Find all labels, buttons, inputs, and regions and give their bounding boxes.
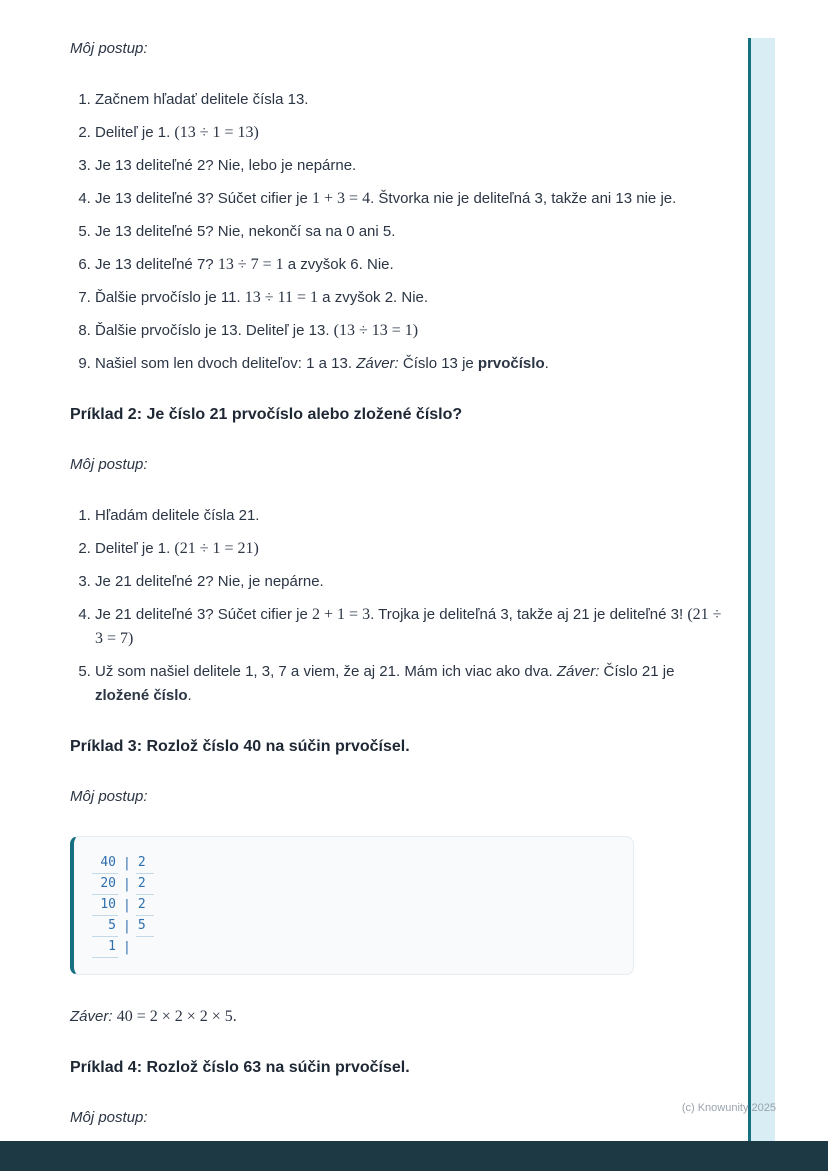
math-expression: (13 ÷ 13 = 1) (333, 322, 419, 339)
footer-credit: (c) Knowunity 2025 (681, 1102, 776, 1114)
step-text: Je 13 deliteľné 7? (95, 256, 218, 273)
step-text: Je 13 deliteľné 3? Súčet cifier je (95, 190, 313, 207)
step-text: . Štvorka nie je deliteľná 3, takže ani 13 nie je. (370, 190, 677, 207)
factor-prime: 2 (136, 853, 154, 874)
list-item (95, 537, 732, 561)
step-text: Našiel som len dvoch deliteľov: 1 a 13. (95, 355, 357, 372)
factor-dividend: 10 (92, 895, 118, 916)
factor-prime: 2 (136, 895, 154, 916)
step-text: a zvyšok 2. Nie. (318, 289, 429, 306)
math-expression: 1 + 3 = 4 (312, 190, 371, 207)
math-expression: 13 ÷ 11 = 1 (244, 289, 319, 306)
steps-list-number-13 (70, 88, 732, 376)
step-text: Hľadám delitele čísla 21. (95, 507, 260, 524)
prime-factorization-code-block (70, 836, 634, 975)
page-bottom-bar (0, 1141, 828, 1171)
zaver-label: Záver: (356, 355, 399, 372)
step-text: Je 13 deliteľné 5? Nie, nekončí sa na 0 ani 5. (95, 223, 396, 240)
factor-row (92, 895, 615, 916)
math-expression: (13 ÷ 1 = 13) (174, 124, 259, 141)
list-item (95, 660, 732, 708)
zaver-label: Záver: (70, 1008, 113, 1025)
moj-postup-label-4: Môj postup: (70, 1109, 148, 1126)
document-content (70, 38, 732, 1157)
factor-row (92, 916, 615, 937)
step-text: . (544, 355, 549, 372)
list-item (95, 187, 732, 211)
math-expression: 40 = 2 × 2 × 2 × 5. (116, 1008, 237, 1025)
math-expression: 13 ÷ 7 = 1 (217, 256, 284, 273)
math-expression: (21 ÷ 1 = 21) (174, 540, 259, 557)
moj-postup-label-2: Môj postup: (70, 456, 148, 473)
heading-priklad-2: Príklad 2: Je číslo 21 prvočíslo alebo zložené číslo? (70, 406, 463, 423)
list-item (95, 88, 732, 112)
step-text: Už som našiel delitele 1, 3, 7 a viem, že aj 21. Mám ich viac ako dva. (95, 663, 557, 680)
factor-prime: 5 (136, 916, 154, 937)
factor-dividend: 1 (92, 937, 118, 958)
factor-divider-bar: | (123, 940, 131, 955)
factor-divider-bar: | (123, 919, 131, 934)
factor-divider-bar: | (123, 877, 131, 892)
step-text: Je 13 deliteľné 2? Nie, lebo je nepárne. (95, 157, 357, 174)
list-item (95, 121, 732, 145)
factor-dividend: 5 (92, 916, 118, 937)
page-edge-decorative-strip (748, 38, 775, 1141)
list-item (95, 504, 732, 528)
moj-postup-label-1: Môj postup: (70, 40, 148, 57)
step-text: Ďalšie prvočíslo je 11. (95, 289, 245, 306)
list-item (95, 570, 732, 594)
step-text: . Trojka je deliteľná 3, takže aj 21 je deliteľné 3! (370, 606, 688, 623)
step-text: Číslo 21 je (599, 663, 675, 680)
step-text: Deliteľ je 1. (95, 124, 175, 141)
steps-list-number-21 (70, 504, 732, 708)
list-item (95, 352, 732, 376)
term-bold: zložené číslo (95, 687, 188, 704)
factor-row (92, 874, 615, 895)
factor-prime: 2 (136, 874, 154, 895)
math-expression: (21 ÷ 3 = 7) (95, 606, 722, 647)
term-bold: prvočíslo (477, 355, 545, 372)
step-text: . (187, 687, 192, 704)
list-item (95, 220, 732, 244)
moj-postup-label-3: Môj postup: (70, 788, 148, 805)
step-text: Je 21 deliteľné 2? Nie, je nepárne. (95, 573, 324, 590)
list-item (95, 154, 732, 178)
list-item (95, 603, 732, 651)
step-text: a zvyšok 6. Nie. (283, 256, 394, 273)
step-text: Deliteľ je 1. (95, 540, 175, 557)
list-item (95, 253, 732, 277)
factor-row (92, 853, 615, 874)
step-text: Ďalšie prvočíslo je 13. Deliteľ je 13. (95, 322, 334, 339)
factor-dividend: 40 (92, 853, 118, 874)
list-item (95, 319, 732, 343)
factor-row (92, 937, 615, 958)
heading-priklad-3: Príklad 3: Rozlož číslo 40 na súčin prvočísel. (70, 738, 410, 755)
factor-divider-bar: | (123, 856, 131, 871)
zaver-40-line (70, 1005, 732, 1029)
factor-dividend: 20 (92, 874, 118, 895)
step-text: Číslo 13 je (398, 355, 478, 372)
step-text: Je 21 deliteľné 3? Súčet cifier je (95, 606, 313, 623)
math-expression: 2 + 1 = 3 (312, 606, 371, 623)
heading-priklad-4: Príklad 4: Rozlož číslo 63 na súčin prvočísel. (70, 1059, 410, 1076)
factor-divider-bar: | (123, 898, 131, 913)
list-item (95, 286, 732, 310)
step-text: Začnem hľadať delitele čísla 13. (95, 91, 309, 108)
zaver-label: Záver: (556, 663, 600, 680)
